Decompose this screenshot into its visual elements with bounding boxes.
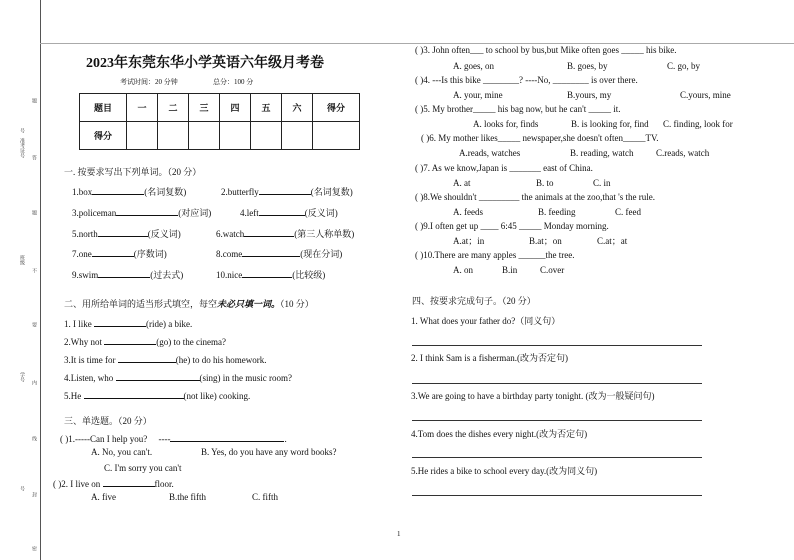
section2-item xyxy=(64,317,192,330)
item-word: 6.watch xyxy=(216,229,245,239)
question-8 xyxy=(415,192,655,203)
answer-blank[interactable] xyxy=(118,353,176,363)
option-b: B. reading, watch xyxy=(570,148,634,158)
item-hint: (he) to do his homework. xyxy=(175,355,267,365)
item-hint: (not like) cooking. xyxy=(183,391,251,401)
question-3 xyxy=(415,45,676,56)
item-word: 10.nice xyxy=(216,270,243,280)
answer-line[interactable] xyxy=(412,420,702,421)
option-c: C. in xyxy=(593,178,611,188)
section2-title-points: （10 分） xyxy=(280,299,314,309)
item-word: 3.policeman xyxy=(72,208,117,218)
section2-item xyxy=(64,353,266,366)
option-a: A. goes, on xyxy=(453,61,494,71)
item-hint: (反义词) xyxy=(147,229,181,239)
question-text: 1.-----Can I help you? xyxy=(68,434,148,444)
question-text: 7. As we know,Japan is _______ east of China. xyxy=(423,163,593,173)
section1-item xyxy=(221,185,353,198)
answer-blank[interactable] xyxy=(244,227,294,237)
section4-item: 3.We are going to have a birthday party tonight. (改为一般疑问句) xyxy=(411,391,655,401)
item-word: 8.come xyxy=(216,249,243,259)
answer-line[interactable] xyxy=(412,383,702,384)
answer-paren[interactable]: ( ) xyxy=(415,104,424,114)
score-cell[interactable] xyxy=(313,122,360,150)
binding-label: 准考证号 xyxy=(19,138,24,158)
item-hint: (过去式) xyxy=(150,270,184,280)
item-word: 9.swim xyxy=(72,270,99,280)
score-header-cell: 二 xyxy=(158,94,189,122)
item-hint: (名词复数) xyxy=(310,187,353,197)
option-b: B.the fifth xyxy=(169,492,206,502)
section1-item xyxy=(72,185,186,198)
question-6 xyxy=(421,133,659,144)
item-hint: (现在分词) xyxy=(300,249,343,259)
section2-title xyxy=(64,299,314,310)
section1-item xyxy=(216,227,354,240)
option-a: A. your, mine xyxy=(453,90,503,100)
item-text: 1. I like xyxy=(64,319,92,329)
answer-blank[interactable] xyxy=(242,268,292,278)
answer-paren[interactable]: ( ) xyxy=(421,133,430,143)
answer-paren[interactable]: ( ) xyxy=(415,75,424,85)
score-header-cell: 一 xyxy=(127,94,158,122)
score-header-cell: 题目 xyxy=(80,94,127,122)
binding-label: 班级 xyxy=(19,255,24,265)
binding-label: 号 xyxy=(19,128,24,133)
section1-title: 一. 按要求写出下列单词。（20 分） xyxy=(64,167,202,177)
option-b: B. to xyxy=(536,178,554,188)
item-text: 3.It is time for xyxy=(64,355,116,365)
answer-blank[interactable] xyxy=(170,432,284,442)
section4-item: 4.Tom does the dishes every night.(改为否定句) xyxy=(411,429,588,439)
option-a: A. at xyxy=(453,178,471,188)
answer-line[interactable] xyxy=(412,457,702,458)
item-hint: (比较级) xyxy=(292,270,326,280)
answer-blank[interactable] xyxy=(92,185,144,195)
section1-item xyxy=(240,206,338,219)
binding-label: 密 xyxy=(31,546,36,551)
option-c: C. I'm sorry you can't xyxy=(104,463,182,473)
option-c: C.reads, watch xyxy=(656,148,710,158)
answer-line[interactable] xyxy=(412,345,702,346)
binding-label: 答 xyxy=(31,155,36,160)
section2-title-text: 二、用所给单词的适当形式填空，每空 xyxy=(64,299,218,309)
answer-blank[interactable] xyxy=(116,206,178,216)
option-a: A. on xyxy=(453,265,473,275)
option-c: C. finding, look for xyxy=(663,119,733,129)
answer-paren[interactable]: ( ) xyxy=(53,479,62,489)
answer-line[interactable] xyxy=(412,495,702,496)
section2-title-emphasis: 未必只填一词。 xyxy=(217,299,281,309)
option-c: C.yours, mine xyxy=(680,90,731,100)
answer-blank[interactable] xyxy=(116,371,200,381)
section1-item xyxy=(216,268,325,281)
option-b: B.in xyxy=(502,265,518,275)
option-a: A. five xyxy=(91,492,116,502)
binding-label: 不 xyxy=(31,268,36,273)
page-title: 2023年东莞东华小学英语六年级月考卷 xyxy=(86,56,324,71)
question-text: 9.I often get up ____ 6:45 _____ Monday morning. xyxy=(423,221,609,231)
question-text: 4. ---Is this bike ________? ----No, ________ is over there. xyxy=(423,75,638,85)
section1-item xyxy=(72,227,181,240)
item-hint: (对应词) xyxy=(178,208,212,218)
score-cell[interactable] xyxy=(220,122,251,150)
score-table-score-row xyxy=(80,122,360,150)
option-b: B.at；on xyxy=(529,236,562,246)
question-9 xyxy=(415,221,609,232)
answer-paren[interactable]: ( ) xyxy=(60,434,69,444)
answer-blank[interactable] xyxy=(104,335,156,345)
answer-blank[interactable] xyxy=(103,477,155,487)
section4-title: 四、按要求完成句子。（20 分） xyxy=(412,296,536,306)
top-rule xyxy=(40,43,794,44)
option-b: B. Yes, do you have any word books? xyxy=(201,447,337,457)
question-text: 3. John often___ to school by bus,but Mike often goes _____ his bike. xyxy=(423,45,677,55)
binding-label: 内 xyxy=(31,380,36,385)
option-c: C.over xyxy=(540,265,565,275)
question-text: 6. My mother likes_____ newspaper,she doesn't often_____TV. xyxy=(429,133,659,143)
option-a: A.at；in xyxy=(453,236,485,246)
section1-item xyxy=(72,247,167,260)
option-b: B.yours, my xyxy=(567,90,612,100)
item-hint: (go) to the cinema? xyxy=(156,337,226,347)
answer-blank[interactable] xyxy=(92,247,134,257)
binding-label: 号 xyxy=(19,486,24,491)
item-hint: (序数词) xyxy=(133,249,167,259)
answer-blank[interactable] xyxy=(242,247,300,257)
question-text: 2. I live on xyxy=(61,479,101,489)
score-header-cell: 四 xyxy=(220,94,251,122)
item-word: 1.box xyxy=(72,187,93,197)
binding-label: 题 xyxy=(31,98,36,103)
question-text: 10.There are many apples ______the tree. xyxy=(423,250,575,260)
option-a: A. looks for, finds xyxy=(473,119,539,129)
score-cell[interactable] xyxy=(251,122,282,150)
score-table xyxy=(79,93,360,150)
section2-item xyxy=(64,335,226,348)
score-header-cell: 六 xyxy=(282,94,313,122)
answer-blank[interactable] xyxy=(98,268,150,278)
item-text: 5.He xyxy=(64,391,82,401)
section2-item xyxy=(64,371,292,384)
item-text: 4.Listen, who xyxy=(64,373,114,383)
option-b: B. feeding xyxy=(538,207,576,217)
item-word: 7.one xyxy=(72,249,92,259)
item-hint: (ride) a bike. xyxy=(146,319,193,329)
item-text: 2.Why not xyxy=(64,337,102,347)
binding-line xyxy=(40,0,41,560)
binding-label: 封 xyxy=(31,492,36,497)
item-word: 5.north xyxy=(72,229,98,239)
item-word: 2.butterfly xyxy=(221,187,259,197)
score-cell[interactable] xyxy=(127,122,158,150)
question-10 xyxy=(415,250,574,261)
score-row-label: 得分 xyxy=(80,122,127,150)
item-hint: (名词复数) xyxy=(144,187,187,197)
score-cell[interactable] xyxy=(158,122,189,150)
option-b: B. goes, by xyxy=(567,61,608,71)
question-7 xyxy=(415,163,593,174)
total-score: 总分：100 分 xyxy=(213,78,254,86)
question-4 xyxy=(415,75,638,86)
item-word: 4.left xyxy=(240,208,259,218)
answer-paren[interactable]: ( ) xyxy=(415,45,424,55)
question-text: floor. xyxy=(154,479,174,489)
answer-blank[interactable] xyxy=(84,389,184,399)
answer-paren[interactable]: ( ) xyxy=(415,221,424,231)
question-1: ( )1.-----Can I help you? ---- . xyxy=(60,434,287,444)
page-number: 1 xyxy=(397,530,401,538)
question-5 xyxy=(415,104,621,115)
score-header-cell: 五 xyxy=(251,94,282,122)
option-a: A.reads, watches xyxy=(459,148,521,158)
option-c: C. feed xyxy=(615,207,641,217)
item-hint: (第三人称单数) xyxy=(294,229,355,239)
question-text: 5. My brother_____ his bag now, but he can't _____ it. xyxy=(423,104,621,114)
answer-blank[interactable] xyxy=(259,206,305,216)
answer-blank[interactable] xyxy=(259,185,311,195)
option-a: A. feeds xyxy=(453,207,483,217)
section1-item xyxy=(216,247,342,260)
binding-label: 线 xyxy=(31,436,36,441)
answer-blank[interactable] xyxy=(98,227,148,237)
binding-label: 学号 xyxy=(19,372,24,382)
item-hint: (sing) in the music room? xyxy=(199,373,292,383)
question-text: 8.We shouldn't _________ the animals at the zoo,that 's the rule. xyxy=(423,192,655,202)
binding-label: 题 xyxy=(31,210,36,215)
section2-item xyxy=(64,389,250,402)
option-b: B. is looking for, find xyxy=(571,119,649,129)
section4-item: 2. I think Sam is a fisherman.(改为否定句) xyxy=(411,353,568,363)
answer-paren[interactable]: ( ) xyxy=(415,192,424,202)
score-header-cell: 得分 xyxy=(313,94,360,122)
question-text: ---- xyxy=(158,434,171,444)
score-table-header-row xyxy=(80,94,360,122)
score-cell[interactable] xyxy=(282,122,313,150)
section1-item xyxy=(72,206,211,219)
score-header-cell: 三 xyxy=(189,94,220,122)
exam-time: 考试时间：20 分钟 xyxy=(120,78,178,86)
section4-item: 5.He rides a bike to school every day.(改为同义句) xyxy=(411,466,598,476)
answer-paren[interactable]: ( ) xyxy=(415,163,424,173)
answer-paren[interactable]: ( ) xyxy=(415,250,424,260)
option-c: C. go, by xyxy=(667,61,701,71)
item-hint: (反义词) xyxy=(304,208,338,218)
answer-blank[interactable] xyxy=(94,317,146,327)
option-c: C. fifth xyxy=(252,492,278,502)
question-2 xyxy=(53,477,174,490)
binding-label: 要 xyxy=(31,322,36,327)
section4-item: 1. What does your father do?（同义句） xyxy=(411,316,561,326)
section1-item xyxy=(72,268,183,281)
score-cell[interactable] xyxy=(189,122,220,150)
option-c: C.at；at xyxy=(597,236,628,246)
option-a: A. No, you can't. xyxy=(91,447,153,457)
section3-title: 三、单选题。（20 分） xyxy=(64,416,152,426)
